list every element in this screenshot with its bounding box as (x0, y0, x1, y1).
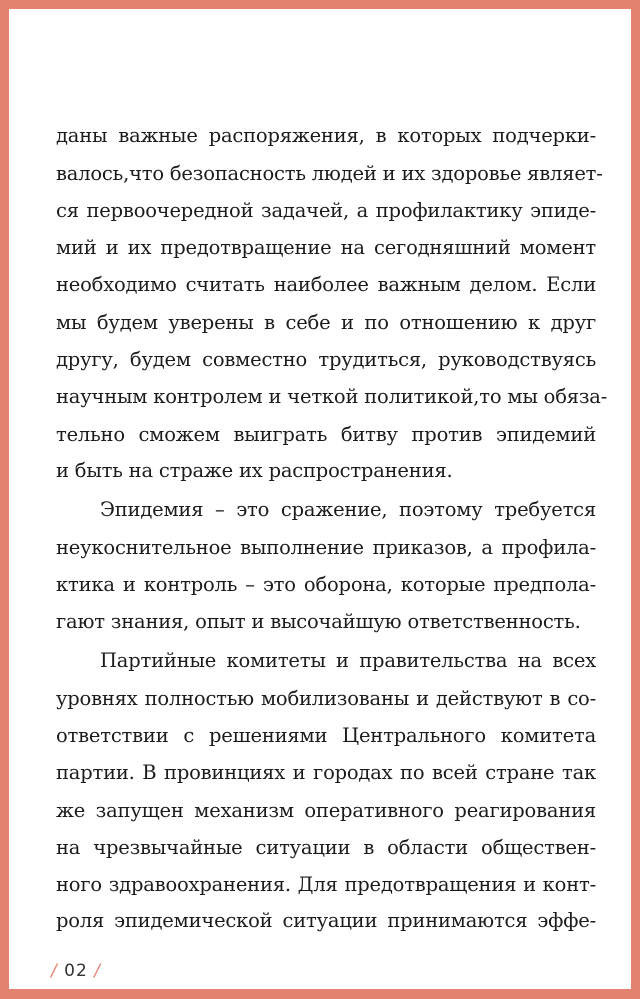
page-number-value: 02 (64, 961, 88, 981)
text-line: мы будем уверены в себе и по отношению к друг (56, 311, 596, 334)
text-line: Эпидемия – это сражение, поэтому требуется (100, 498, 596, 521)
text-line: необходимо считать наиболее важным делом. Если (56, 273, 596, 296)
text-line: на чрезвычайные ситуации в области обществен- (56, 836, 596, 859)
text-line: научным контролем и четкой политикой,то мы обяза- (56, 385, 608, 408)
text-line: мий и их предотвращение на сегодняшний момент (56, 236, 596, 259)
text-line: гают знания, опыт и высочайшую ответственность. (56, 610, 581, 633)
text-line: партии. В провинциях и городах по всей стране так (56, 761, 596, 784)
text-line: неукоснительное выполнение приказов, а профила- (56, 536, 596, 559)
text-line: тельно сможем выиграть битву против эпидемий (56, 423, 596, 446)
text-line: роля эпидемической ситуации принимаются эффе- (56, 909, 596, 932)
text-line: даны важные распоряжения, в которых подчерки- (56, 124, 596, 147)
text-line: и быть на страже их распространения. (56, 459, 453, 482)
text-line: ответствии с решениями Центрального комитета (56, 724, 596, 747)
text-line: ного здравоохранения. Для предотвращения и конт- (56, 873, 596, 896)
text-line: уровнях полностью мобилизованы и действуют в со- (56, 687, 596, 710)
page-number (51, 961, 101, 981)
text-line: другу, будем совместно трудиться, руководствуясь (56, 348, 596, 371)
text-line: же запущен механизм оперативного реагирования (56, 799, 596, 822)
text-line: ктика и контроль – это оборона, которые предпола- (56, 573, 596, 596)
text-line: Партийные комитеты и правительства на всех (100, 649, 596, 672)
page (9, 9, 631, 989)
text-line: ся первоочередной задачей, а профилактику эпиде- (56, 199, 596, 222)
page-number-slash-right: / (94, 961, 101, 981)
text-line: валось,что безопасность людей и их здоровье являет- (56, 162, 603, 185)
page-number-slash-left: / (51, 961, 58, 981)
